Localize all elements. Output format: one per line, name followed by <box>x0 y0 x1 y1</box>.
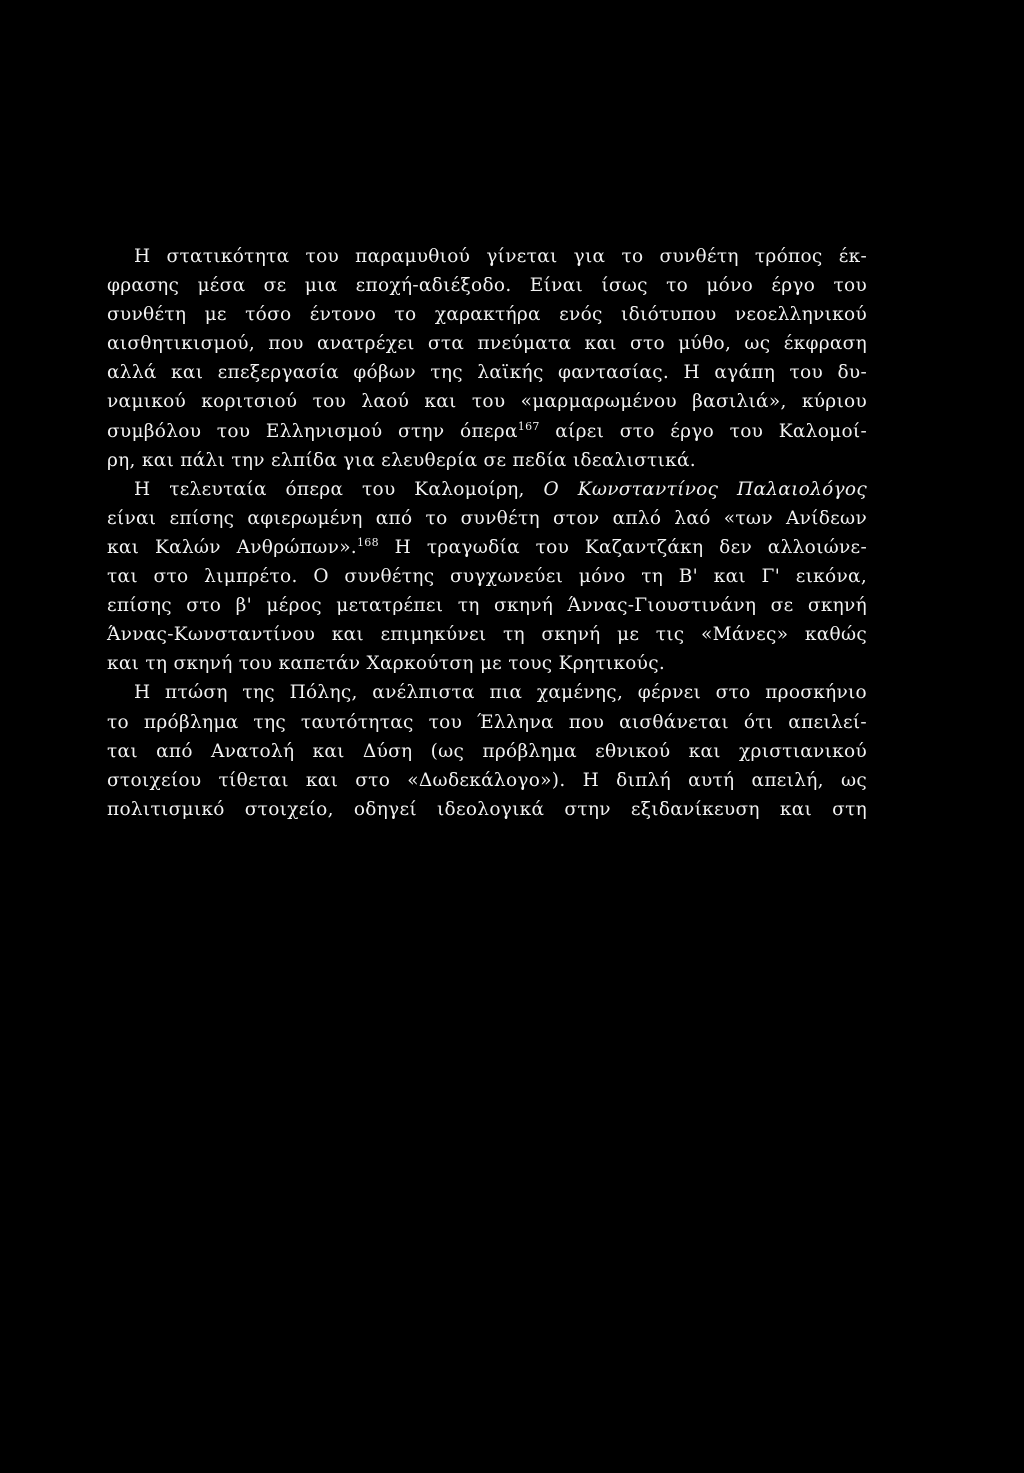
text-line: Η στατικότητα του παραμυθιού γίνεται για το συνθέτη τρόπος έκ- <box>134 246 867 267</box>
footnote-ref-168: 168 <box>357 535 379 549</box>
text-line: στοιχείου τίθεται και στο «Δωδεκάλογο»). Η διπλή αυτή απειλή, ως <box>107 769 867 791</box>
text-fragment: συμβόλου του Ελληνισμού στην όπερα <box>107 420 518 442</box>
footnote-ref-167: 167 <box>517 419 540 433</box>
text-line: πολιτισμικό στοιχείο, οδηγεί ιδεολογικά στην εξιδανίκευση και στη <box>107 798 867 820</box>
text-line <box>107 533 867 562</box>
text-line: αισθητικισμού, που ανατρέχει στα πνεύματα και στο μύθο, ως έκφραση <box>107 333 867 355</box>
text-line: αλλά και επεξεργασία φόβων της λαϊκής φαντασίας. Η αγάπη του δυ- <box>107 362 867 384</box>
text-line: επίσης στο β' μέρος μετατρέπει τη σκηνή Άννας-Γιουστινάνη σε σκηνή <box>107 595 867 617</box>
text-line <box>107 475 867 504</box>
text-line: και τη σκηνή του καπετάν Χαρκούτση με τους Κρητικούς. <box>107 653 666 675</box>
text-line: ται στο λιμπρέτο. Ο συνθέτης συγχωνεύει μόνο τη Β' και Γ' εικόνα, <box>107 566 867 588</box>
text-line: συνθέτη με τόσο έντονο το χαρακτήρα ενός ιδιότυπου νεοελληνικού <box>107 304 867 326</box>
text-fragment: και Καλών Ανθρώπων». <box>107 536 357 558</box>
text-fragment: Η τραγωδία του Καζαντζάκη δεν αλλοιώνε- <box>378 536 867 558</box>
text-line: ναμικού κοριτσιού του λαού και του «μαρμαρωμένου βασιλιά», κύριου <box>107 391 867 413</box>
text-line: είναι επίσης αφιερωμένη από το συνθέτη στον απλό λαό «των Ανίδεων <box>107 507 867 529</box>
text-fragment: αίρει στο έργο του Καλομοί- <box>539 420 867 442</box>
text-line: Άννας-Κωνσταντίνου και επιμηκύνει τη σκηνή με τις «Μάνες» καθώς <box>107 624 867 646</box>
text-line <box>107 417 867 446</box>
body-text <box>107 242 867 824</box>
text-line: Η πτώση της Πόλης, ανέλπιστα πια χαμένης, φέρνει στο προσκήνιο <box>134 682 867 704</box>
text-line: το πρόβλημα της ταυτότητας του Έλληνα που αισθάνεται ότι απειλεί- <box>107 711 867 733</box>
text-line: ται από Ανατολή και Δύση (ως πρόβλημα εθνικού και χριστιανικού <box>107 740 867 762</box>
text-fragment: Η τελευταία όπερα του Καλομοίρη, <box>134 478 544 500</box>
text-line: ρη, και πάλι την ελπίδα για ελευθερία σε πεδία ιδεαλιστικά. <box>107 449 696 471</box>
text-line: φρασης μέσα σε μια εποχή-αδιέξοδο. Είναι ίσως το μόνο έργο του <box>107 275 867 297</box>
opera-title: Ο Κωνσταντίνος Παλαιολόγος <box>543 478 867 500</box>
